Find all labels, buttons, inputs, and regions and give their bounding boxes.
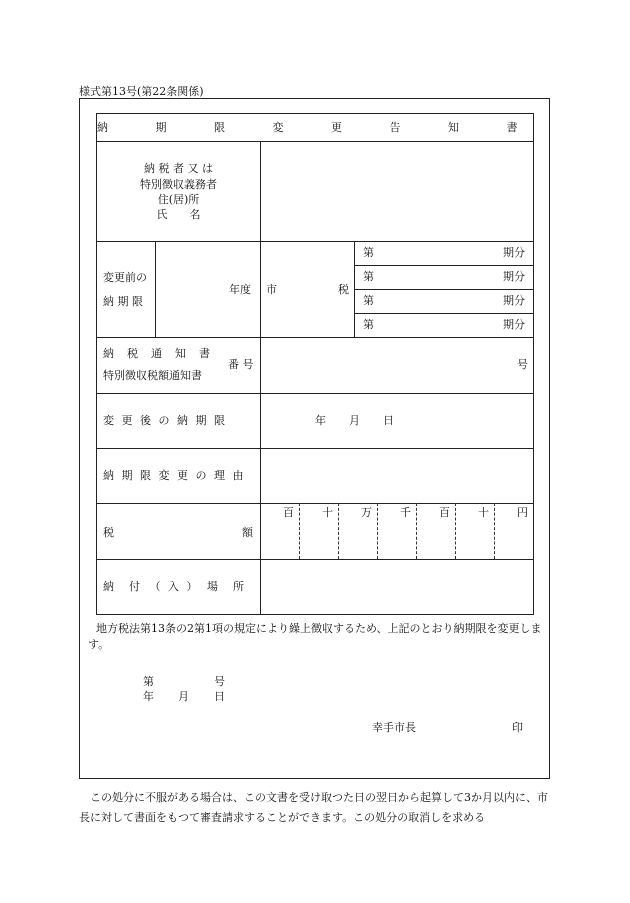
period-suffix: 期分 [503, 294, 525, 307]
digit-unit: 十 [322, 506, 333, 519]
appeal-notice: この処分に不服がある場合は、この文書を受け取つた日の翌日から起算して3か月以内に、市長に対して書面をもつて審査請求することができます。この処分の取消しを求める [79, 791, 548, 824]
digit-unit: 円 [517, 506, 528, 519]
after-due-year: 年 [315, 414, 326, 427]
period-prefix: 第 [363, 246, 374, 259]
period-suffix: 期分 [503, 246, 525, 259]
issue-month: 月 [178, 690, 189, 703]
taxpayer-label-4: 氏 名 [156, 208, 201, 221]
digit-unit: 千 [400, 506, 411, 519]
city-label: 市 [266, 283, 277, 296]
period-suffix: 期分 [503, 318, 525, 331]
after-due-month: 月 [349, 414, 360, 427]
number-label: 番 号 [228, 358, 254, 371]
tax-amount-label-left: 税 [103, 526, 114, 539]
period-prefix: 第 [363, 294, 374, 307]
issue-year: 年 [143, 690, 154, 703]
digit-unit: 十 [478, 506, 489, 519]
after-due-label: 変 更 後 の 納 期 限 [103, 414, 227, 427]
mayor-name: 幸手市長 [372, 721, 416, 734]
taxpayer-label-3: 住(居)所 [157, 193, 200, 206]
digit-unit: 万 [361, 506, 372, 519]
period-prefix: 第 [363, 318, 374, 331]
payment-place-label: 納 付 （ 入 ） 場 所 [103, 580, 246, 593]
digit-unit: 百 [439, 506, 450, 519]
seal-mark: 印 [512, 721, 523, 734]
special-collection-notice-label: 特別徴収税額通知書 [103, 369, 202, 382]
before-due-label-1: 変更前の [103, 271, 147, 284]
issue-go: 号 [214, 675, 225, 688]
number-suffix: 号 [517, 358, 528, 371]
reason-label: 納 期 限 変 更 の 理 由 [103, 469, 246, 482]
before-due-label-2: 納 期 限 [103, 295, 143, 308]
period-suffix: 期分 [503, 270, 525, 283]
document-title: 納 期 限 変 更 告 知 書 [97, 121, 540, 134]
period-prefix: 第 [363, 270, 374, 283]
taxpayer-label-1: 納 税 者 又 は [144, 162, 213, 175]
issue-day: 日 [214, 690, 225, 703]
after-due-day: 日 [383, 414, 394, 427]
digit-unit: 百 [283, 506, 294, 519]
statement-text: 地方税法第13条の2第1項の規定により繰上徴収するため、上記のとおり納期限を変更します。 [88, 622, 542, 651]
tax-label: 税 [338, 283, 349, 296]
fiscal-year-label: 年度 [229, 283, 251, 296]
issue-dai: 第 [143, 675, 154, 688]
form-number: 様式第13号(第22条関係) [79, 85, 204, 98]
taxpayer-label-2: 特別徴収義務者 [140, 178, 217, 191]
tax-amount-label-right: 額 [242, 526, 253, 539]
notice-table [96, 113, 540, 615]
tax-notice-label: 納 税 通 知 書 [103, 347, 211, 360]
